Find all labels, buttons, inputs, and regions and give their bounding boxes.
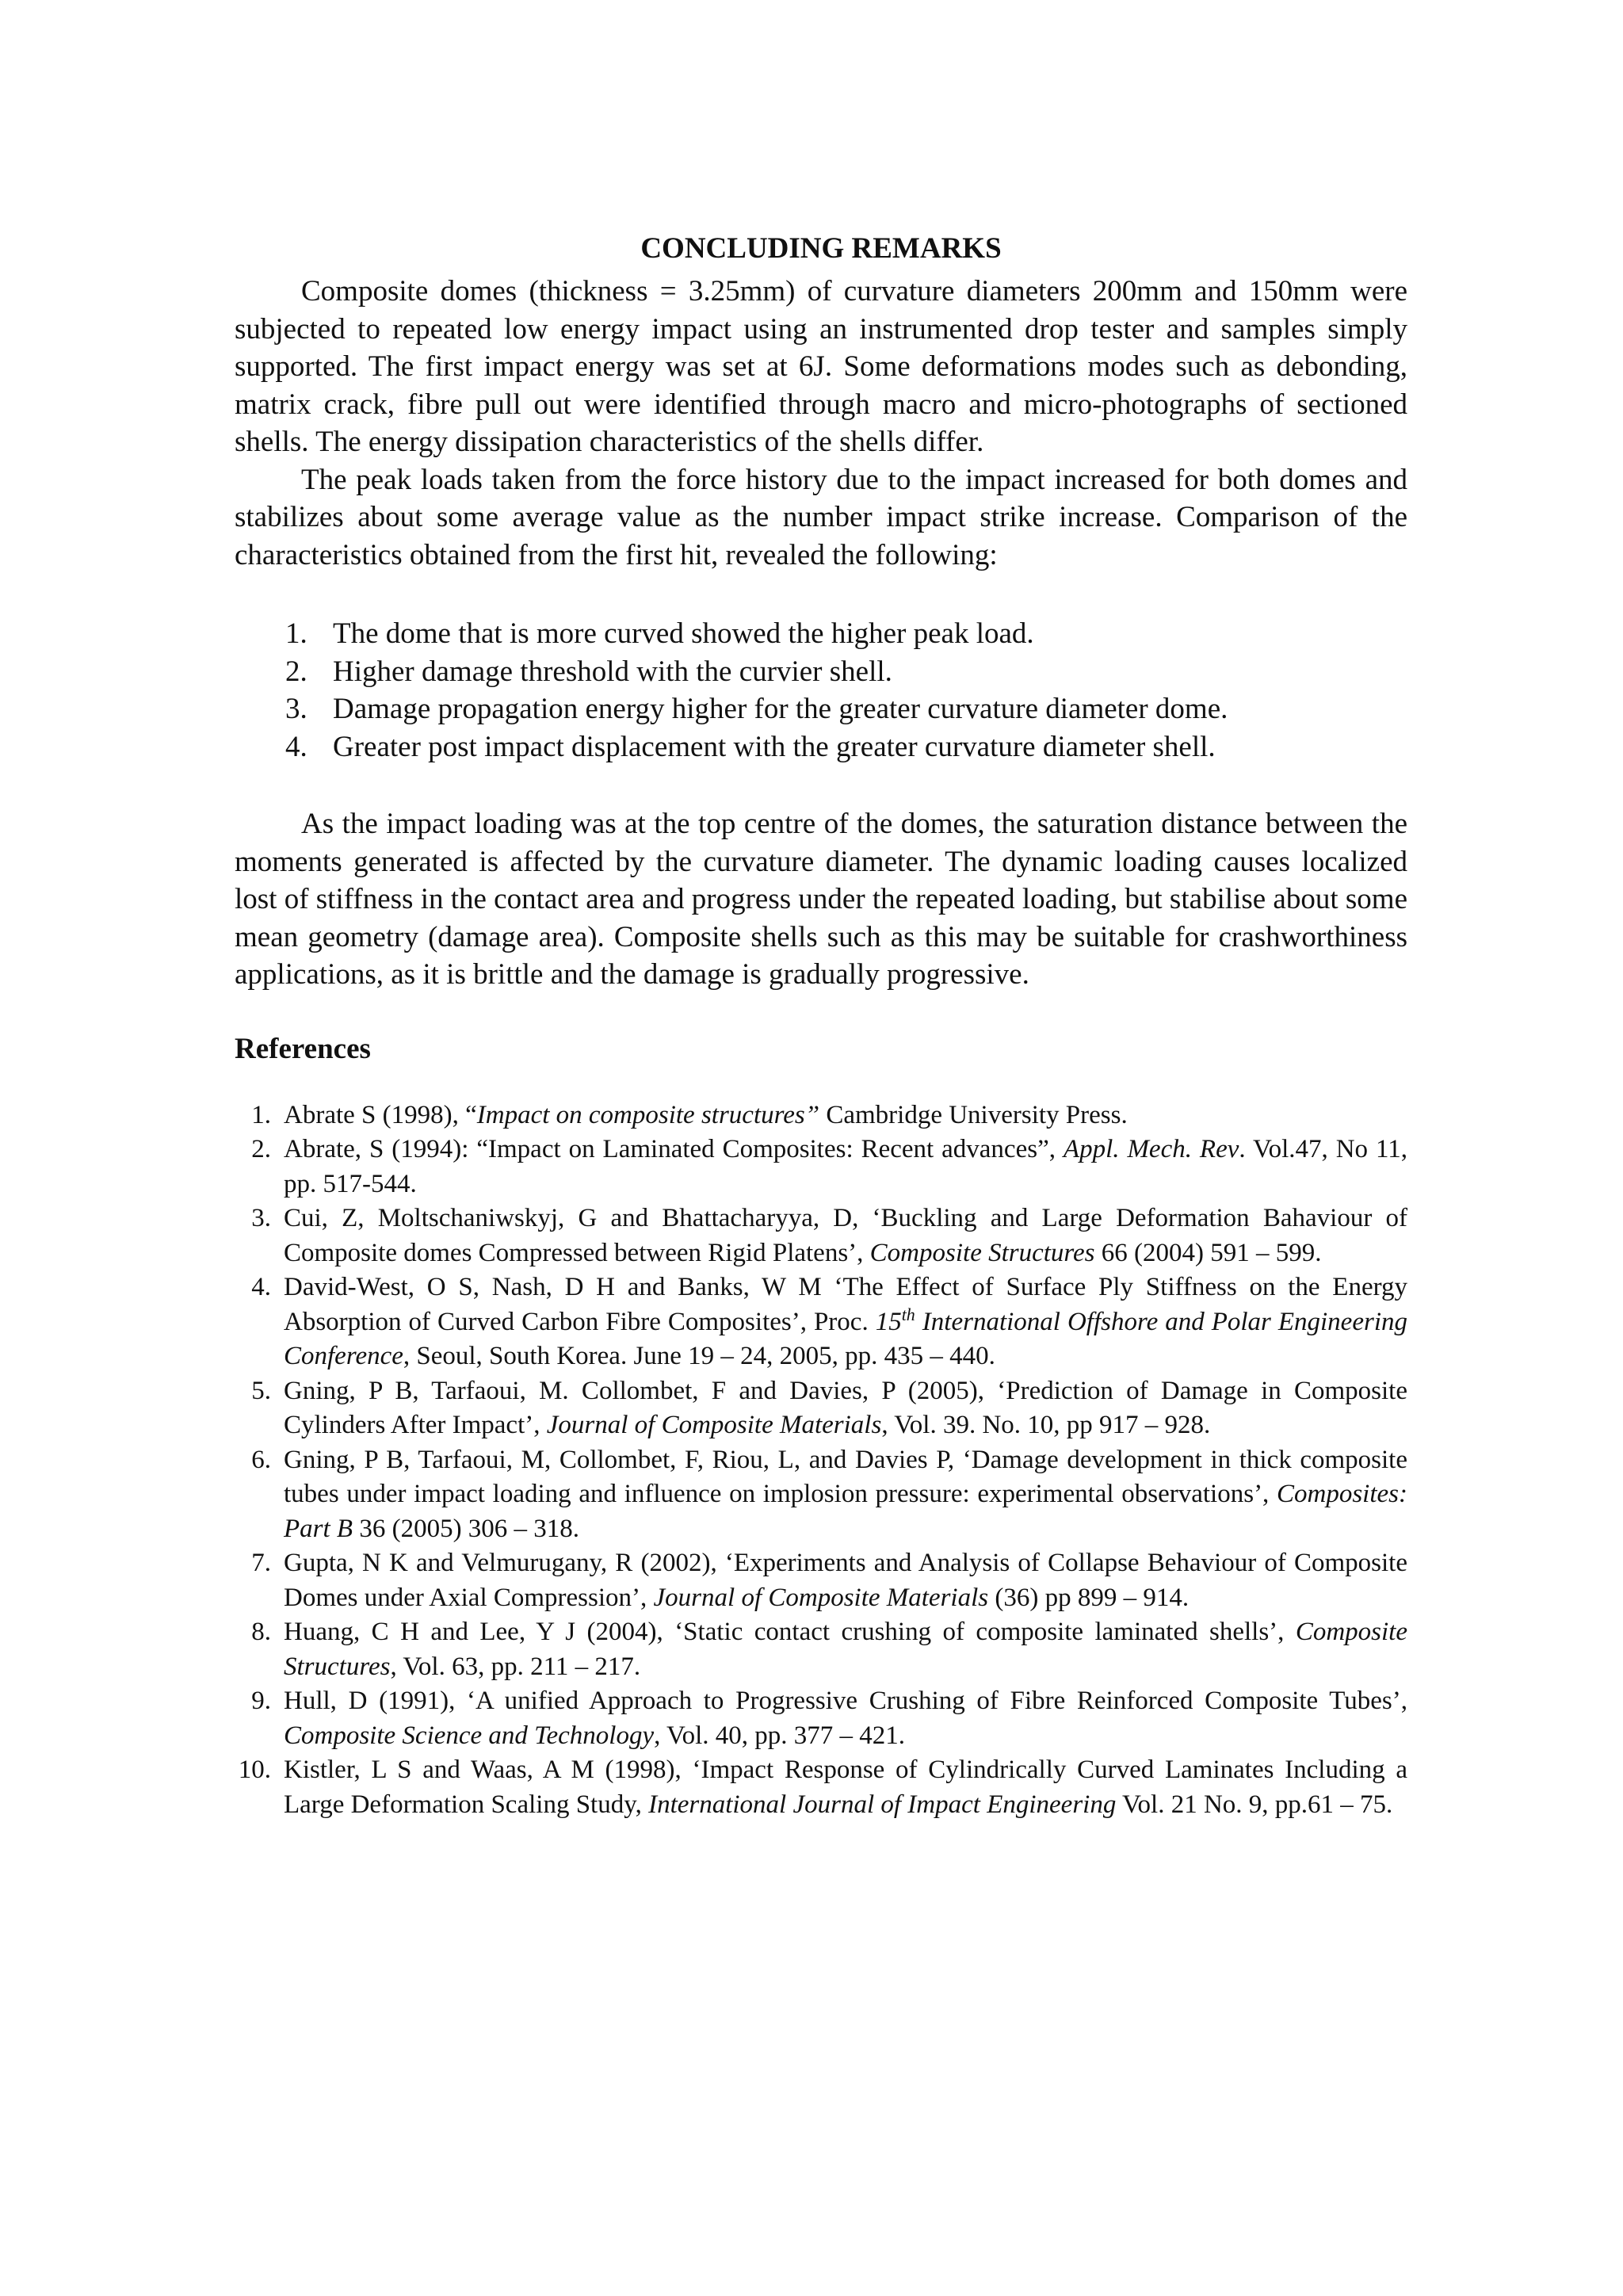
reference-italic-text: Composites: Part B bbox=[284, 1480, 1407, 1543]
reference-item bbox=[235, 1133, 1407, 1201]
reference-italic-text: International Offshore and Polar Engineering Conference bbox=[284, 1307, 1407, 1370]
reference-text: Gupta, N K and Velmurugany, R (2002), ‘Experiments and Analysis of Collapse Behaviour of Composite Domes under Axial Compression’, bbox=[284, 1549, 1407, 1612]
reference-italic-text: Journal of Composite Materials bbox=[653, 1583, 989, 1612]
reference-italic-text: Composite Science and Technology bbox=[284, 1721, 655, 1750]
reference-text: Kistler, L S and Waas, A M (1998), ‘Impact Response of Cylindrically Curved Laminates Including a Large Deformation Scaling Study, bbox=[284, 1755, 1407, 1819]
reference-italic-text: 15 bbox=[875, 1307, 902, 1336]
reference-italic-text: Journal of Composite Materials bbox=[546, 1411, 882, 1439]
reference-number: 6. bbox=[251, 1445, 271, 1474]
reference-text: , Vol. 40, pp. 377 – 421. bbox=[654, 1721, 906, 1750]
reference-item bbox=[235, 1615, 1407, 1684]
closing-paragraph: As the impact loading was at the top centre of the domes, the saturation distance between the moments generated is affected by the curvature diameter. The dynamic loading causes localized lost of stiffness in the contact area and progress under the repeated loading, but stabilise about some mean geometry (damage area). Composite shells such as this may be suitable for crashworthiness applications, as it is brittle and the damage is gradually progressive. bbox=[235, 808, 1407, 991]
document-page bbox=[235, 230, 1407, 1822]
reference-item bbox=[235, 1098, 1407, 1133]
reference-item bbox=[235, 1684, 1407, 1753]
reference-text: Gning, P B, Tarfaoui, M, Collombet, F, Riou, L, and Davies P, ‘Damage development in thick composite tubes under impact loading and influence on implosion pressure: experimental observations’, bbox=[284, 1445, 1407, 1508]
list-item-text: Damage propagation energy higher for the greater curvature diameter dome. bbox=[333, 693, 1228, 725]
reference-text: , Seoul, South Korea. June 19 – 24, 2005, pp. 435 – 440. bbox=[403, 1342, 995, 1370]
reference-number: 2. bbox=[251, 1135, 271, 1163]
reference-item bbox=[235, 1270, 1407, 1374]
list-item bbox=[235, 728, 1407, 766]
references-heading: References bbox=[235, 1032, 371, 1065]
reference-item bbox=[235, 1546, 1407, 1615]
list-item bbox=[235, 653, 1407, 691]
reference-text: Gning, P B, Tarfaoui, M. Collombet, F and Davies, P (2005), ‘Prediction of Damage in Composite Cylinders After Impact’, bbox=[284, 1376, 1407, 1439]
list-number: 4. bbox=[285, 730, 307, 763]
reference-text: David-West, O S, Nash, D H and Banks, W M ‘The Effect of Surface Ply Stiffness on the Energy Absorption of Curved Carbon Fibre Composites’, Proc. bbox=[284, 1273, 1407, 1336]
reference-text: Vol. 21 No. 9, pp.61 – 75. bbox=[1116, 1790, 1393, 1819]
reference-text: Cui, Z, Moltschaniwskyj, G and Bhattacharyya, D, ‘Buckling and Large Deformation Bahaviour of Composite domes Compressed between Rigid Platens’, bbox=[284, 1204, 1407, 1267]
reference-number: 10. bbox=[238, 1755, 271, 1784]
reference-number: 7. bbox=[251, 1549, 271, 1577]
references-list bbox=[235, 1098, 1407, 1823]
list-number: 3. bbox=[285, 693, 307, 725]
reference-text: Abrate, S (1994): “Impact on Laminated Composites: Recent advances”, bbox=[284, 1135, 1064, 1163]
reference-italic-text: Composite Structures bbox=[284, 1618, 1407, 1681]
reference-text: Abrate S (1998), “ bbox=[284, 1100, 477, 1129]
list-item bbox=[235, 615, 1407, 653]
reference-text: 66 (2004) 591 – 599. bbox=[1094, 1238, 1322, 1267]
reference-text: , Vol. 39. No. 10, pp 917 – 928. bbox=[881, 1411, 1211, 1439]
section-title: CONCLUDING REMARKS bbox=[640, 232, 1002, 265]
reference-item bbox=[235, 1753, 1407, 1822]
reference-item bbox=[235, 1201, 1407, 1270]
reference-italic-text: International Journal of Impact Engineering bbox=[648, 1790, 1117, 1819]
reference-text: Cambridge University Press. bbox=[819, 1100, 1128, 1129]
list-item bbox=[235, 690, 1407, 728]
list-number: 1. bbox=[285, 617, 307, 650]
reference-text: (36) pp 899 – 914. bbox=[988, 1583, 1190, 1612]
reference-text: , Vol. 63, pp. 211 – 217. bbox=[390, 1652, 641, 1681]
list-item-text: Greater post impact displacement with the greater curvature diameter shell. bbox=[333, 730, 1216, 763]
reference-text: Hull, D (1991), ‘A unified Approach to Progressive Crushing of Fibre Reinforced Composite Tubes’, bbox=[284, 1687, 1407, 1715]
reference-text: Huang, C H and Lee, Y J (2004), ‘Static contact crushing of composite laminated shells’, bbox=[284, 1618, 1296, 1646]
findings-list bbox=[235, 615, 1407, 766]
list-number: 2. bbox=[285, 655, 307, 688]
list-item-text: The dome that is more curved showed the higher peak load. bbox=[333, 617, 1034, 650]
reference-text: . Vol.47, No 11, pp. 517-544. bbox=[284, 1135, 1407, 1198]
reference-italic-text: Appl. Mech. Rev bbox=[1063, 1135, 1239, 1163]
reference-italic-text: Impact on composite structures” bbox=[476, 1100, 820, 1129]
body-paragraph: The peak loads taken from the force history due to the impact increased for both domes and stabilizes about some average value as the number impact strike increase. Comparison of the characteristics obtained from the first hit, revealed the following: bbox=[235, 463, 1407, 571]
reference-number: 1. bbox=[251, 1100, 271, 1129]
reference-item bbox=[235, 1374, 1407, 1443]
reference-number: 5. bbox=[251, 1376, 271, 1405]
reference-italic-text: th bbox=[901, 1304, 915, 1324]
reference-italic-text: Composite Structures bbox=[869, 1238, 1095, 1267]
reference-number: 3. bbox=[251, 1204, 271, 1232]
reference-number: 4. bbox=[251, 1273, 271, 1301]
body-paragraph: Composite domes (thickness = 3.25mm) of curvature diameters 200mm and 150mm were subjected to repeated low energy impact using an instrumented drop tester and samples simply supported. The first impact energy was set at 6J. Some deformations modes such as debonding, matrix crack, fibre pull out were identified through macro and micro-photographs of sectioned shells. The energy dissipation characteristics of the shells differ. bbox=[235, 275, 1407, 458]
reference-text: 36 (2005) 306 – 318. bbox=[353, 1514, 580, 1543]
reference-number: 8. bbox=[251, 1618, 271, 1646]
reference-item bbox=[235, 1443, 1407, 1547]
list-item-text: Higher damage threshold with the curvier shell. bbox=[333, 655, 892, 688]
reference-number: 9. bbox=[251, 1687, 271, 1715]
